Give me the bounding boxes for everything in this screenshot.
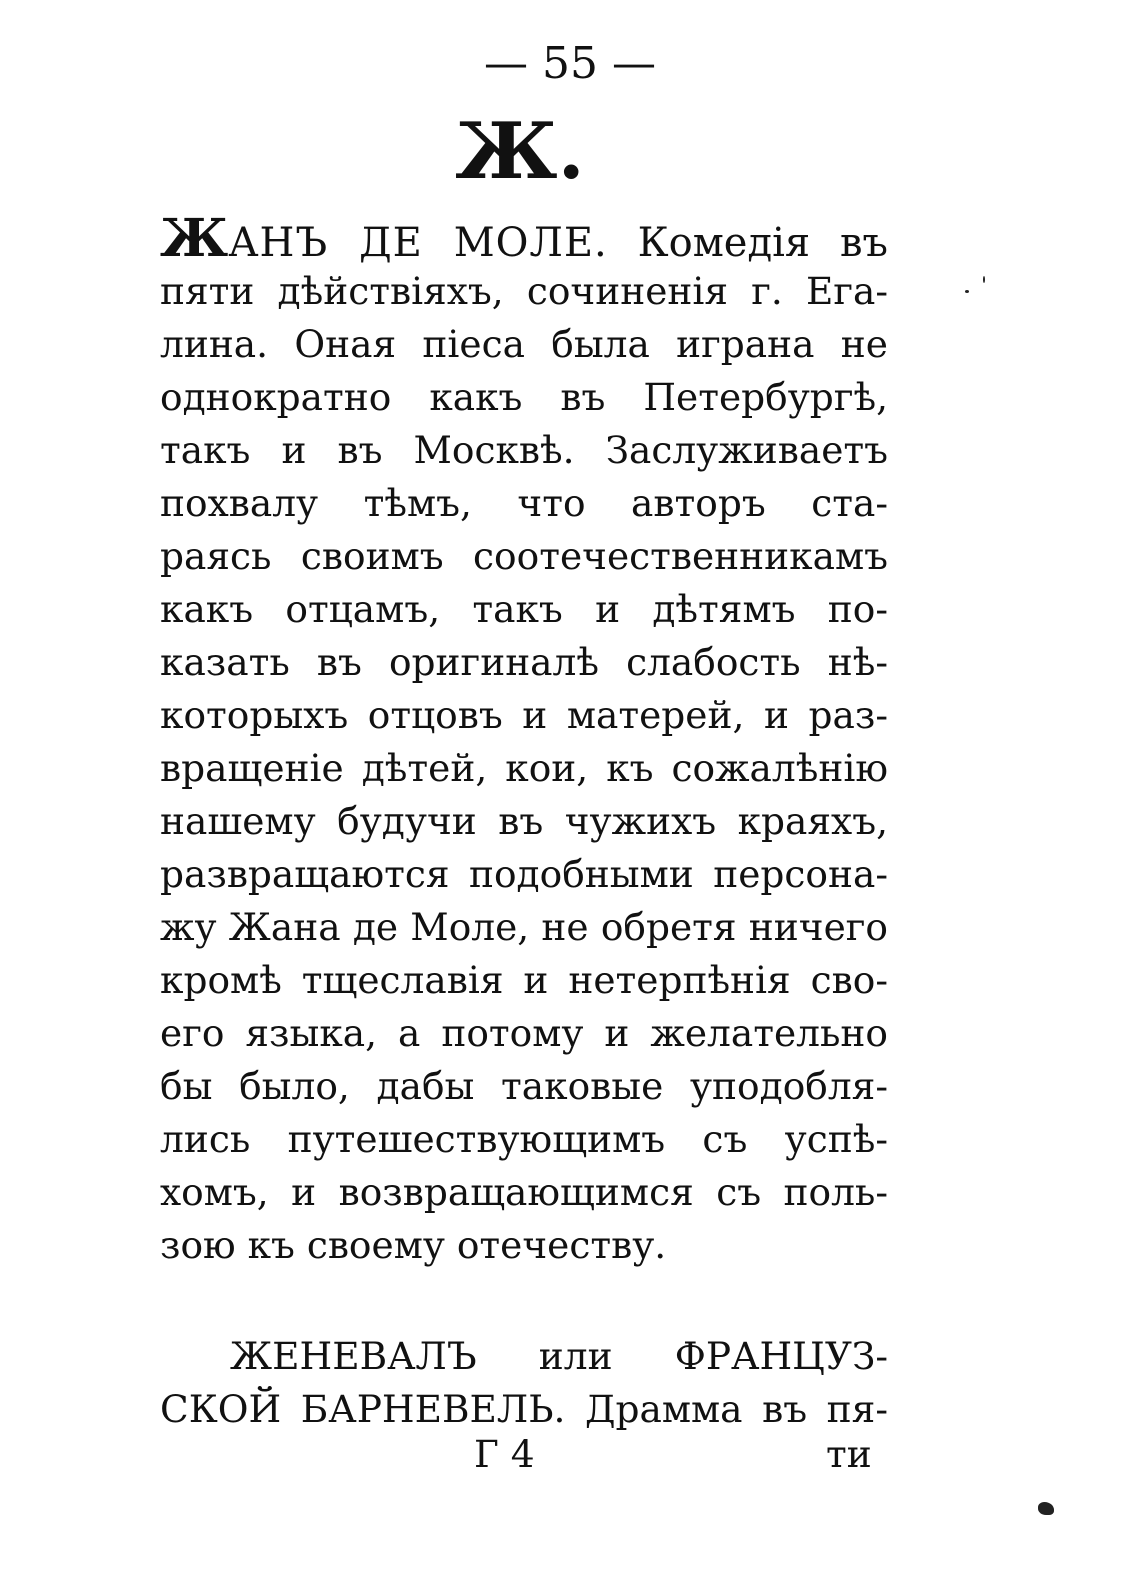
text-line: кромѣ тщеславія и нетерпѣнія сво- — [160, 958, 888, 1002]
entry-zhenevall — [160, 1330, 888, 1436]
entry2-heading-tail: Драмма въ пя- — [585, 1387, 888, 1431]
entry-first-line — [160, 208, 888, 269]
text-line: пяти дѣйствіяхъ, сочиненія г. Ега- — [160, 269, 888, 313]
text-line: зою къ своему отечеству. — [160, 1223, 667, 1267]
text-line: лина. Оная піеса была играна не — [160, 322, 888, 366]
text-line: похвалу тѣмъ, что авторъ ста- — [160, 481, 888, 525]
text-line: такъ и въ Москвѣ. Заслуживаетъ — [160, 428, 888, 472]
section-letter: Ж. — [455, 106, 585, 197]
ink-speck — [983, 276, 985, 283]
page-number: — 55 — — [484, 38, 656, 89]
text-line: которыхъ отцовъ и матерей, и раз- — [160, 693, 888, 737]
entry-jean-de-mole — [160, 208, 888, 1272]
entry-first-line-tail: Комедія въ — [637, 220, 888, 266]
entry2-heading-caps: СКОЙ БАРНЕВЕЛЬ. — [160, 1387, 566, 1431]
text-line: вращеніе дѣтей, кои, къ сожалѣнію — [160, 746, 888, 790]
text-line: нашему будучи въ чужихъ краяхъ, — [160, 799, 888, 843]
ink-blot — [1038, 1502, 1054, 1515]
entry2-heading-line: ЖЕНЕВАЛЪ или ФРАНЦУЗ- — [230, 1334, 888, 1378]
text-line: раясь своимъ соотечественникамъ — [160, 534, 888, 578]
text-line: казать въ оригиналѣ слабость нѣ- — [160, 640, 888, 684]
text-line: развращаются подобными персона- — [160, 852, 888, 896]
text-line: жу Жана де Моле, не обретя ничего — [160, 905, 888, 949]
printer-signature: Г 4 — [474, 1432, 535, 1476]
text-line: хомъ, и возвращающимся съ поль- — [160, 1170, 888, 1214]
drop-cap: Ж — [160, 208, 229, 269]
text-line: его языка, а потому и желательно — [160, 1011, 888, 1055]
text-line: однократно какъ въ Петербургѣ, — [160, 375, 888, 419]
entry-heading: АНЪ ДЕ МОЛЕ. — [228, 220, 608, 266]
ink-speck — [965, 290, 969, 293]
catchword: ти — [826, 1432, 872, 1476]
text-line: лись путешествующимъ съ успѣ- — [160, 1117, 888, 1161]
text-line: бы было, дабы таковые уподобля- — [160, 1064, 888, 1108]
text-line: какъ отцамъ, такъ и дѣтямъ по- — [160, 587, 888, 631]
